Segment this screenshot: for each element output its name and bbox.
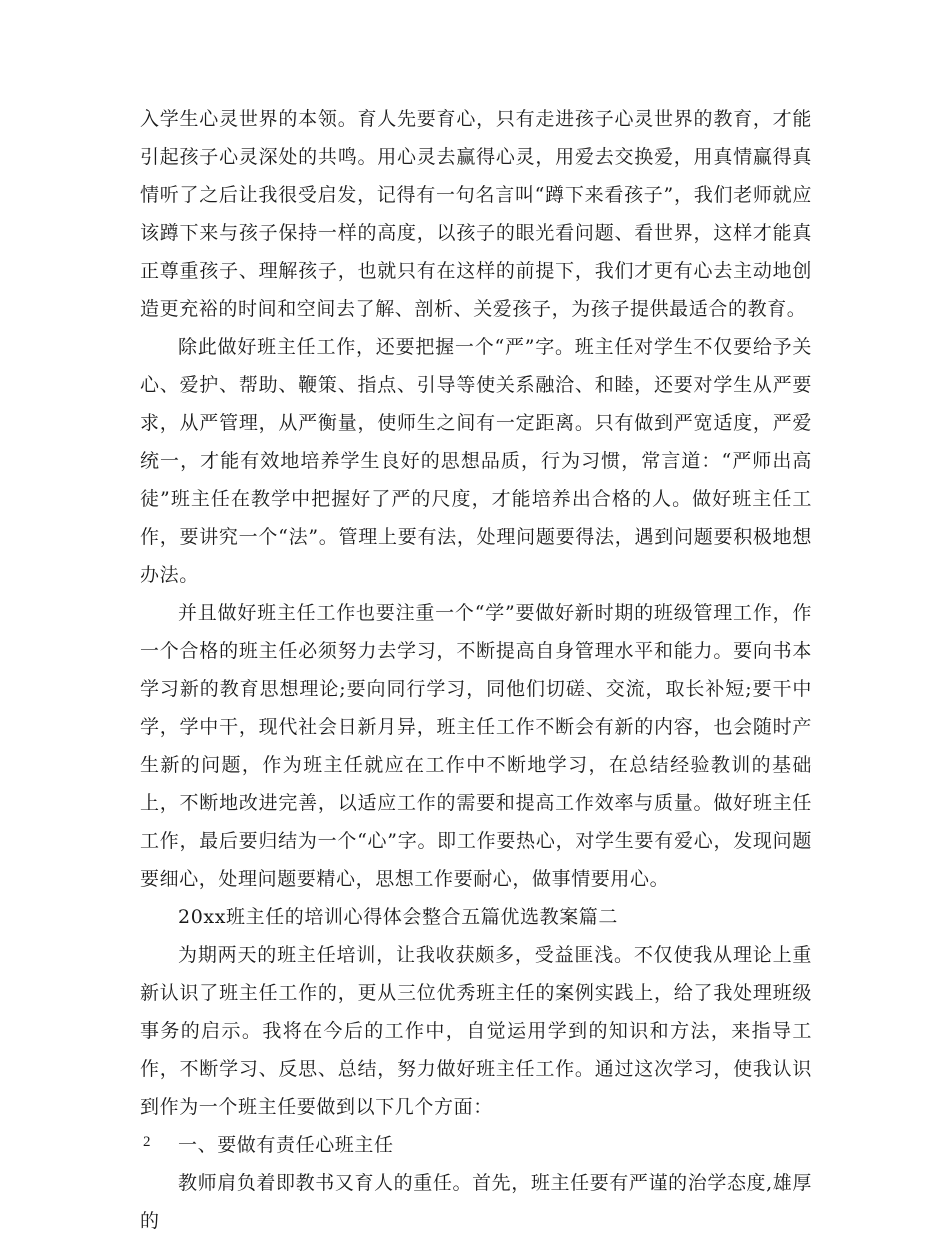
page-number: 2 bbox=[143, 1134, 151, 1150]
paragraph-3: 并且做好班主任工作也要注重一个“学”要做好新时期的班级管理工作，作一个合格的班主任必须努力去学习，不断提高自身管理水平和能力。要向书本学习新的教育思想理论;要向同行学习，同他们切磋、交流，取长补短;要干中学，学中干，现代社会日新月异，班主任工作不断会有新的内容，也会随时产生新的问题，作为班主任就应在工作中不断地学习，在总结经验教训的基础上，不断地改进完善，以适应工作的需要和提高工作效率与质量。做好班主任工作，最后要归结为一个“心”字。即工作要热心，对学生要有爱心，发现问题要细心，处理问题要精心，思想工作要耐心，做事情要用心。 bbox=[140, 602, 812, 890]
paragraph-1: 入学生心灵世界的本领。育人先要育心，只有走进孩子心灵世界的教育，才能引起孩子心灵深处的共鸣。用心灵去赢得心灵，用爱去交换爱，用真情赢得真情听了之后让我很受启发，记得有一句名言叫“蹲下来看孩子”，我们老师就应该蹲下来与孩子保持一样的高度，以孩子的眼光看问题、看世界，这样才能真正尊重孩子、理解孩子，也就只有在这样的前提下，我们才更有心去主动地创造更充裕的时间和空间去了解、剖析、关爱孩子，为孩子提供最适合的教育。 bbox=[140, 108, 812, 320]
paragraph-4: 为期两天的班主任培训，让我收获颇多，受益匪浅。不仅使我从理论上重新认识了班主任工作的，更从三位优秀班主任的案例实践上，给了我处理班级事务的启示。我将在今后的工作中，自觉运用学到的知识和方法，来指导工作，不断学习、反思、总结，努力做好班主任工作。通过这次学习，使我认识到作为一个班主任要做到以下几个方面： bbox=[140, 944, 812, 1118]
paragraph-2: 除此做好班主任工作，还要把握一个“严”字。班主任对学生不仅要给予关心、爱护、帮助、鞭策、指点、引导等使关系融洽、和睦，还要对学生从严要求，从严管理，从严衡量，使师生之间有一定距离。只有做到严宽适度，严爱统一，才能有效地培养学生良好的思想品质，行为习惯，常言道：“严师出高徒”班主任在教学中把握好了严的尺度，才能培养出合格的人。做好班主任工作，要讲究一个“法”。管理上要有法，处理问题要得法，遇到问题要积极地想办法。 bbox=[140, 336, 812, 586]
section-title: 20xx班主任的培训心得体会整合五篇优选教案篇二 bbox=[178, 906, 619, 928]
subheading: 一、要做有责任心班主任 bbox=[178, 1134, 394, 1156]
document-body bbox=[140, 100, 812, 1240]
paragraph-5: 教师肩负着即教书又育人的重任。首先，班主任要有严谨的治学态度,雄厚的 bbox=[140, 1172, 812, 1232]
